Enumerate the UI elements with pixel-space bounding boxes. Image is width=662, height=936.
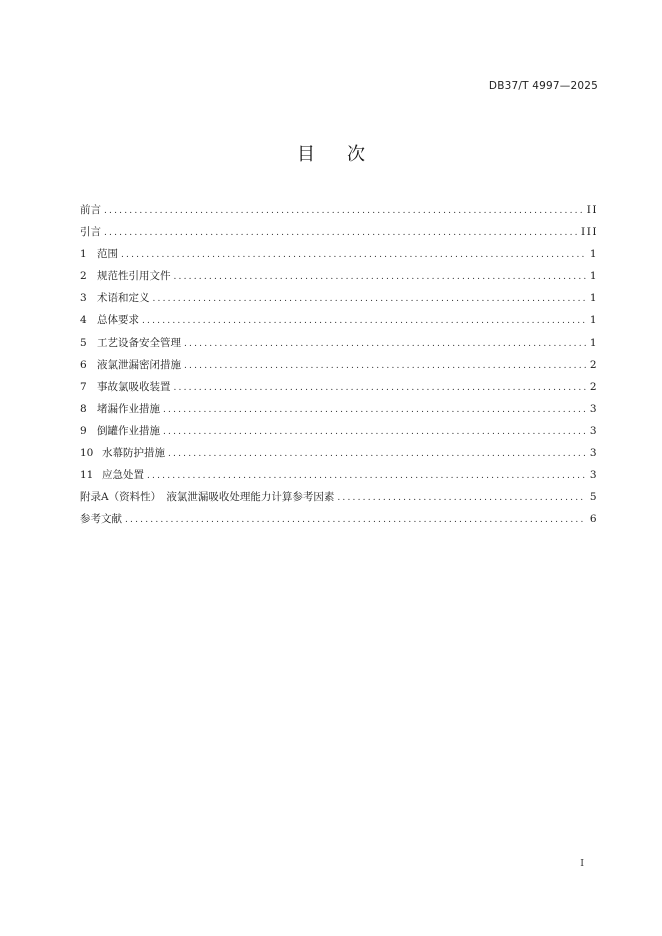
- toc-dot-leader: [174, 266, 586, 288]
- toc-entry-number: 7: [80, 380, 87, 393]
- toc-entry-title: 水幕防护措施: [102, 447, 165, 460]
- toc-entry[interactable]: [80, 309, 598, 331]
- title-char-2: 次: [347, 144, 365, 165]
- toc-entry-page: 6: [589, 513, 598, 526]
- toc-entry-title: 范围: [97, 248, 118, 261]
- toc-dot-leader: [142, 310, 586, 332]
- toc-entry[interactable]: [80, 486, 598, 508]
- toc-entry-number: 10: [80, 447, 94, 460]
- toc-entry[interactable]: [80, 442, 598, 464]
- toc-entry-page: 1: [589, 248, 598, 261]
- toc-entry-number: 8: [80, 402, 87, 415]
- toc-entry-page: 2: [589, 380, 598, 393]
- toc-entry-number: 9: [80, 424, 87, 437]
- toc-entry-title: 参考文献: [80, 513, 122, 526]
- toc-entry-number: 6: [80, 358, 87, 371]
- toc-dot-leader: [153, 288, 586, 310]
- toc-entry-page: 1: [589, 270, 598, 283]
- toc-dot-leader: [168, 443, 586, 465]
- toc-entry[interactable]: [80, 199, 598, 221]
- toc-entry-page: 3: [589, 402, 598, 415]
- toc-entry-title: 工艺设备安全管理: [97, 336, 181, 349]
- toc-dot-leader: [174, 377, 586, 399]
- toc-dot-leader: [184, 355, 586, 377]
- toc-entry[interactable]: [80, 221, 598, 243]
- toc-dot-leader: [121, 244, 586, 266]
- toc-entry[interactable]: [80, 376, 598, 398]
- toc-entry-title: 倒罐作业措施: [97, 424, 160, 437]
- toc-entry-title: 堵漏作业措施: [97, 402, 160, 415]
- toc-entry-title: 液氯泄漏密闭措施: [97, 358, 181, 371]
- toc-entry-page: 1: [589, 336, 598, 349]
- page-title: [0, 140, 662, 166]
- toc-entry[interactable]: [80, 398, 598, 420]
- toc-entry-title: 引言: [80, 226, 101, 239]
- title-char-1: 目: [297, 144, 315, 165]
- toc-dot-leader: [184, 333, 586, 355]
- toc-entry-title: 术语和定义: [97, 292, 150, 305]
- toc-entry[interactable]: [80, 287, 598, 309]
- toc-entry-number: 5: [80, 336, 87, 349]
- toc-entry-number: 2: [80, 270, 87, 283]
- toc-dot-leader: [147, 465, 586, 487]
- toc-entry-page: II: [586, 204, 598, 216]
- toc-entry-page: 3: [589, 469, 598, 482]
- toc-entry-title: 前言: [80, 204, 101, 216]
- toc-entry-number: 11: [80, 469, 94, 482]
- document-code: DB37/T 4997—2025: [488, 80, 598, 92]
- toc-dot-leader: [125, 509, 586, 531]
- toc-entry-page: 3: [589, 424, 598, 437]
- toc-entry[interactable]: [80, 420, 598, 442]
- toc-dot-leader: [104, 200, 583, 222]
- toc-dot-leader: [104, 222, 577, 244]
- table-of-contents: [80, 199, 598, 530]
- toc-entry-number: 4: [80, 314, 87, 327]
- toc-entry-page: 2: [589, 358, 598, 371]
- toc-entry-title: 规范性引用文件: [97, 270, 171, 283]
- toc-entry[interactable]: [80, 464, 598, 486]
- toc-entry-page: 3: [589, 447, 598, 460]
- toc-entry[interactable]: [80, 243, 598, 265]
- toc-entry-page: III: [581, 226, 598, 239]
- toc-entry[interactable]: [80, 265, 598, 287]
- toc-entry[interactable]: [80, 508, 598, 530]
- toc-entry-title: 应急处置: [102, 469, 144, 482]
- toc-dot-leader: [163, 399, 586, 421]
- toc-entry-page: 1: [589, 292, 598, 305]
- toc-entry-number: 1: [80, 248, 87, 261]
- toc-dot-leader: [337, 487, 585, 509]
- toc-entry-title: 附录A（资料性） 液氯泄漏吸收处理能力计算参考因素: [80, 491, 335, 504]
- toc-entry[interactable]: [80, 354, 598, 376]
- toc-entry-number: 3: [80, 292, 87, 305]
- toc-entry[interactable]: [80, 332, 598, 354]
- toc-entry-title: 事故氯吸收装置: [97, 380, 171, 393]
- toc-entry-page: 5: [589, 491, 598, 504]
- toc-entry-title: 总体要求: [97, 314, 139, 327]
- page-number: I: [580, 858, 584, 869]
- toc-dot-leader: [163, 421, 586, 443]
- toc-entry-page: 1: [589, 314, 598, 327]
